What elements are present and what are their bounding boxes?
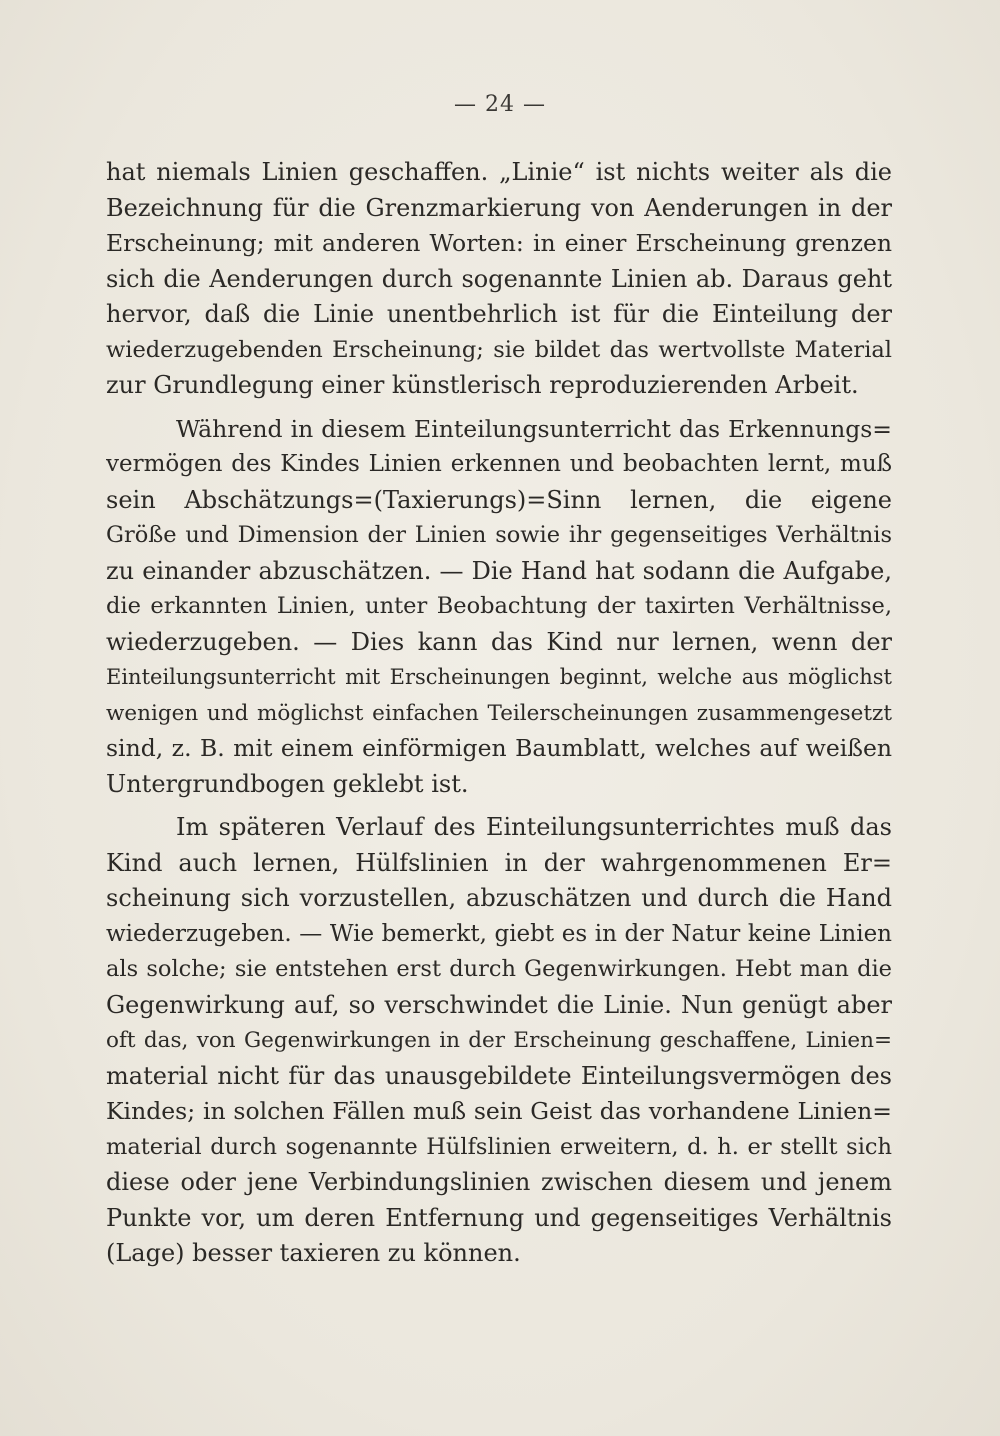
text-line: hat niemals Linien geschaffen. „Linie“ ist nichts weiter als die: [106, 158, 892, 186]
paragraph-2: [106, 412, 892, 803]
text-line: vermögen des Kindes Linien erkennen und beobachten lernt, muß: [106, 451, 892, 477]
text-line: zu einander abzuschätzen. — Die Hand hat sodann die Aufgabe,: [106, 556, 892, 585]
text-line: diese oder jene Verbindungslinien zwischen diesem und jenem: [106, 1168, 892, 1196]
text-line: material nicht für das unausgebildete Einteilungsvermögen des: [106, 1061, 892, 1090]
text-line: Während in diesem Einteilungsunterricht das Erkennungs=: [176, 414, 892, 443]
text-line: oft das, von Gegenwirkungen in der Erscheinung geschaffene, Linien=: [106, 1028, 892, 1053]
text-line: material durch sogenannte Hülfslinien erweitern, d. h. er stellt sich: [106, 1133, 892, 1160]
text-line: als solche; sie entstehen erst durch Gegenwirkungen. Hebt man die: [106, 956, 892, 982]
text-line: Im späteren Verlauf des Einteilungsunterrichtes muß das: [176, 813, 892, 841]
page-number: — 24 —: [454, 92, 546, 117]
text-line: wiederzugebenden Erscheinung; sie bildet das wertvollste Material: [106, 336, 892, 363]
text-line: hervor, daß die Linie unentbehrlich ist für die Einteilung der: [106, 300, 892, 328]
text-line: Erscheinung; mit anderen Worten: in einer Erscheinung grenzen: [106, 229, 892, 257]
paragraph-gap: [106, 404, 892, 412]
paragraph-3: [106, 810, 892, 1272]
text-line: wiederzugeben. — Wie bemerkt, giebt es in der Natur keine Linien: [106, 920, 892, 947]
text-line: Bezeichnung für die Grenzmarkierung von Aenderungen in der: [106, 193, 892, 222]
text-line: die erkannten Linien, unter Beobachtung der taxirten Verhältnisse,: [106, 593, 892, 619]
text-line: sind, z. B. mit einem einförmigen Baumblatt, welches auf weißen: [106, 734, 892, 762]
text-line: Kind auch lernen, Hülfslinien in der wahrgenommenen Er=: [106, 848, 892, 877]
text-line: wiederzugeben. — Dies kann das Kind nur lernen, wenn der: [106, 627, 892, 656]
text-line: zur Grundlegung einer künstlerisch reproduzierenden Arbeit.: [106, 371, 859, 399]
body-text: [106, 155, 892, 1272]
text-line: Größe und Dimension der Linien sowie ihr gegenseitiges Verhältnis: [106, 522, 892, 548]
text-line: Einteilungsunterricht mit Erscheinungen beginnt, welche aus möglichst: [106, 665, 892, 689]
text-line: Gegenwirkung auf, so verschwindet die Linie. Nun genügt aber: [106, 990, 892, 1019]
text-line: sein Abschätzungs=(Taxierungs)=Sinn lernen, die eigene: [106, 485, 892, 514]
text-line: scheinung sich vorzustellen, abzuschätzen und durch die Hand: [106, 884, 892, 912]
text-line: wenigen und möglichst einfachen Teilerscheinungen zusammengesetzt: [106, 700, 892, 726]
text-line: (Lage) besser taxieren zu können.: [106, 1239, 521, 1267]
paragraph-1: [106, 155, 892, 404]
text-line: Untergrundbogen geklebt ist.: [106, 769, 469, 798]
paragraph-gap: [106, 802, 892, 810]
text-line: sich die Aenderungen durch sogenannte Linien ab. Daraus geht: [106, 264, 892, 293]
text-line: Punkte vor, um deren Entfernung und gegenseitiges Verhältnis: [106, 1203, 892, 1232]
text-line: Kindes; in solchen Fällen muß sein Geist das vorhandene Linien=: [106, 1097, 892, 1125]
